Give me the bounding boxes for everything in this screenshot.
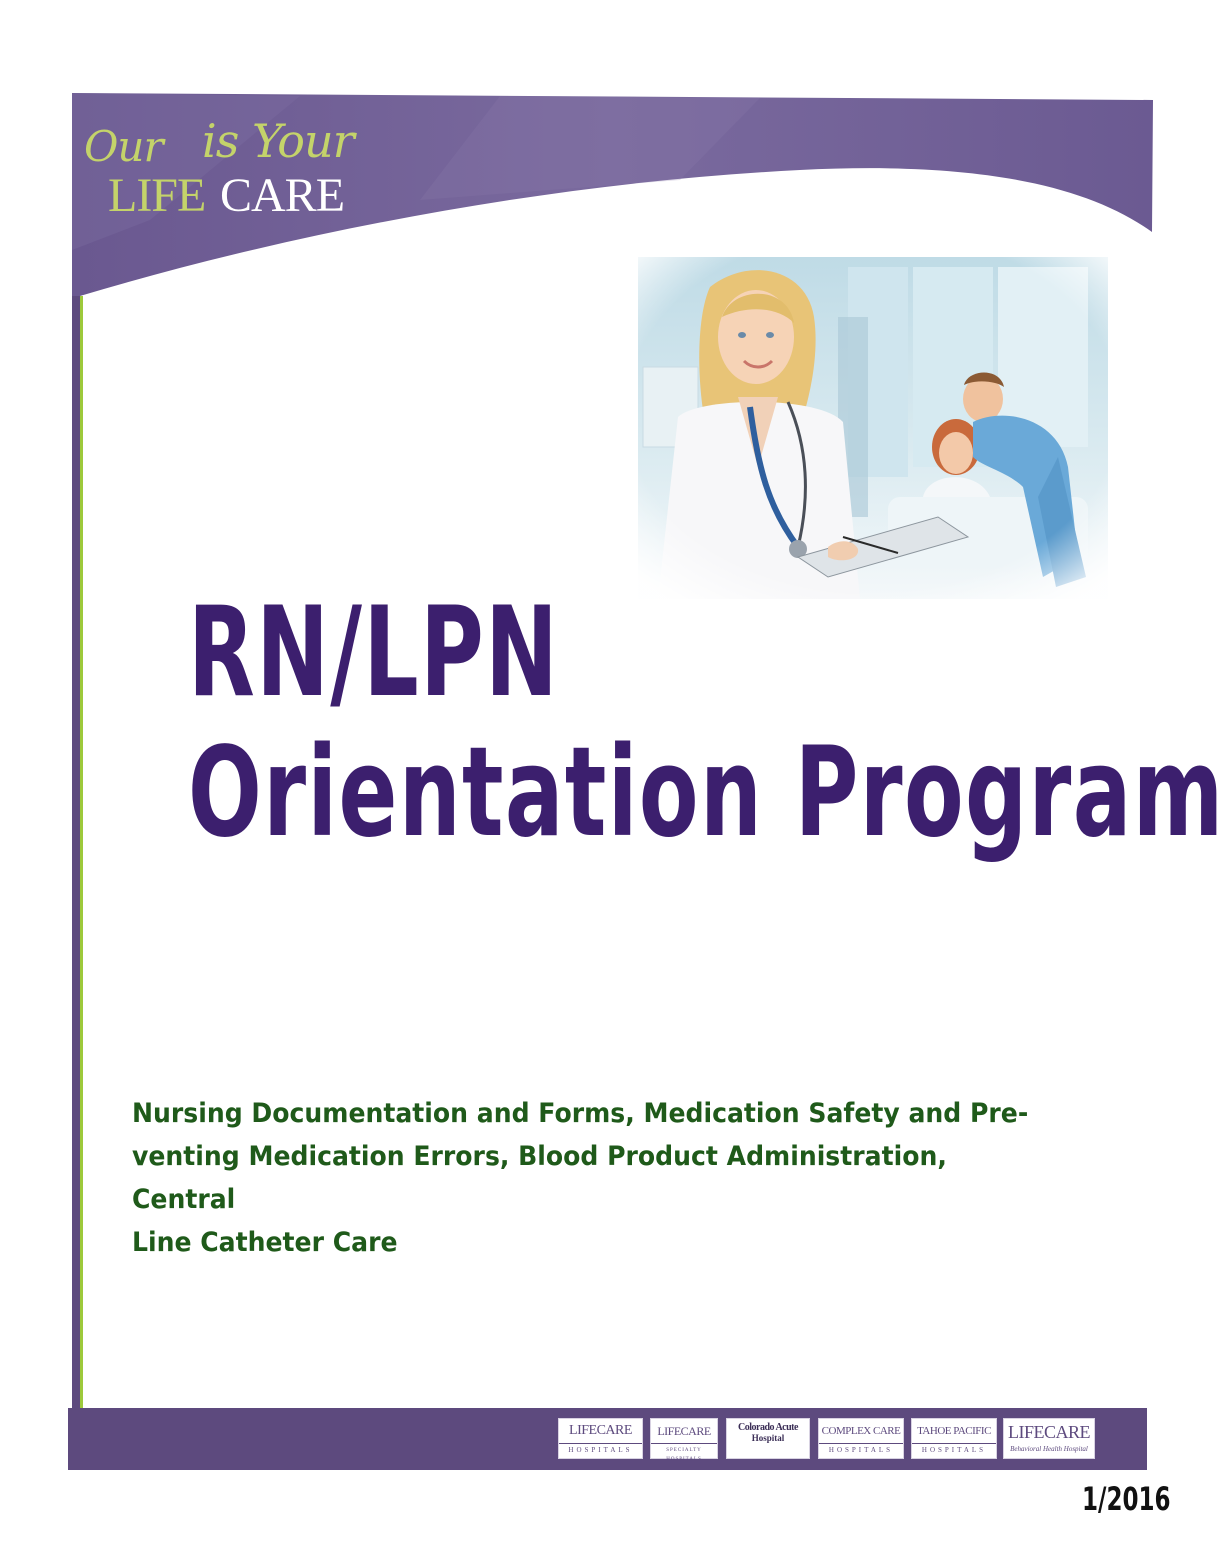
footer-logo-lifecare-behavioral: [1003, 1418, 1095, 1459]
subtitle-line-1: Nursing Documentation and Forms, Medication Safety and Pre-: [132, 1098, 1029, 1129]
logo-care-text: CARE: [220, 169, 345, 222]
logo-life-text: LIFE: [108, 169, 206, 222]
logo-is-your-text: is Your: [202, 114, 354, 168]
nurse-photo: [638, 257, 1108, 599]
footer-logo-complex-care: [818, 1418, 904, 1459]
footer-logo-colorado-acute: [726, 1418, 810, 1459]
left-rule-purple: [72, 296, 80, 1408]
subtitle-topics: [132, 1092, 1039, 1264]
footer-logo-name: COMPLEX CARE: [821, 1425, 901, 1437]
footer-logo-sub: SPECIALTY HOSPITALS: [651, 1443, 717, 1464]
footer-logo-lifecare-specialty: [650, 1418, 718, 1462]
footer-logo-name: LIFECARE: [657, 1424, 711, 1438]
footer-logo-tahoe-pacific: [911, 1418, 997, 1459]
footer-logo-sub: HOSPITALS: [559, 1443, 642, 1455]
footer-logo-name: Colorado Acute: [738, 1422, 798, 1433]
left-rule-green: [80, 296, 83, 1408]
title-line-2: Orientation Program: [188, 721, 1225, 865]
logo-our-text: Our: [84, 122, 163, 171]
revision-date: 1/2016: [1082, 1480, 1171, 1518]
footer-logo-sub: Behavioral Health Hospital: [1010, 1445, 1088, 1453]
footer-logo-name: LIFECARE: [569, 1423, 632, 1438]
footer-logo-sub: Hospital: [751, 1433, 785, 1443]
subtitle-line-2: venting Medication Errors, Blood Product Administration, Central: [132, 1141, 947, 1215]
footer-logo-lifecare-hospitals: [558, 1418, 643, 1459]
footer-logo-name: TAHOE PACIFIC: [917, 1425, 991, 1437]
page-title: [188, 583, 1225, 863]
footer-logo-name: LIFECARE: [1007, 1422, 1090, 1442]
footer-logo-sub: HOSPITALS: [912, 1443, 996, 1455]
title-line-1: RN/LPN: [188, 581, 560, 725]
lifecare-tagline-logo: [82, 112, 382, 222]
footer-logo-sub: HOSPITALS: [819, 1443, 903, 1455]
subtitle-line-3: Line Catheter Care: [132, 1227, 398, 1258]
